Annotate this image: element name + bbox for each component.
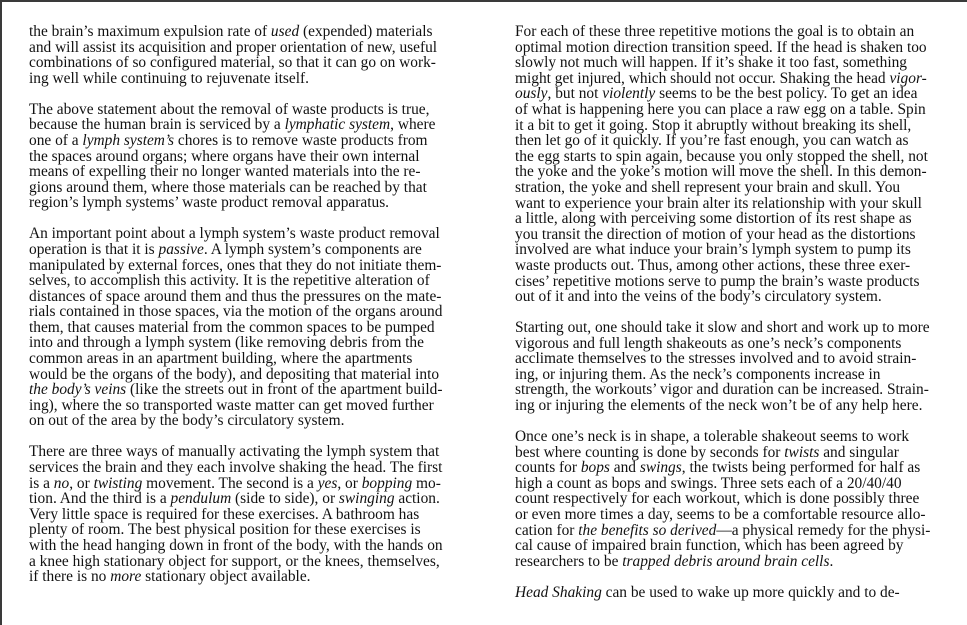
text-run: stationary object available. [141, 568, 311, 586]
text-run: the spaces around organs; where organs have their own internal [29, 147, 420, 165]
text-line [515, 289, 963, 305]
italic-text: bopping [361, 474, 413, 492]
text-run: acclimate themselves to the stresses involved and to avoid strain- [515, 350, 917, 368]
text-line [515, 398, 963, 414]
text-line [515, 367, 963, 383]
text-line [515, 382, 963, 398]
italic-text: no [53, 474, 70, 492]
text-run: cation for [515, 521, 579, 539]
text-line [29, 71, 469, 87]
text-run: . [829, 552, 834, 570]
text-line [515, 585, 963, 601]
paragraph [515, 320, 963, 414]
paragraph [515, 585, 963, 601]
left-column [29, 24, 469, 600]
text-line [515, 211, 963, 227]
text-run: counts for [515, 459, 581, 477]
text-run: strength, the workouts’ vigor and duration can be increased. Strain- [515, 381, 929, 399]
text-line [515, 507, 963, 523]
text-run: rials contained in those spaces, via the motion of the organs around [29, 303, 443, 321]
text-run: is a [29, 474, 54, 492]
italic-text: violently [602, 85, 656, 103]
text-run: cises’ repetitive motions serve to pump the brain’s waste products [515, 272, 920, 290]
text-run: can be used to wake up more quickly and to de- [601, 583, 900, 601]
text-run: movement. The second is a [142, 474, 318, 492]
text-line [29, 382, 469, 398]
text-run: . A lymph system’s components are [203, 240, 422, 258]
italic-text: swings [639, 459, 682, 477]
text-run: mo- [412, 474, 441, 492]
text-line [515, 351, 963, 367]
paragraph [29, 24, 469, 86]
page-frame-left-border [0, 0, 2, 625]
text-run: it a bit to get it going. Stop it abruptly without breaking its shell, [515, 116, 912, 134]
paragraph [515, 429, 963, 569]
text-line [515, 242, 963, 258]
text-line [29, 554, 469, 570]
text-run: gions around them, where those materials can be reached by that [29, 178, 427, 196]
text-run: then let go of it quickly. If you’re fast enough, you can watch as [515, 132, 909, 150]
text-run: ing), where the so transported waste matter can get moved further [29, 396, 434, 414]
text-line [515, 538, 963, 554]
italic-text: lymphatic system [284, 116, 391, 134]
text-run: region’s lymph systems’ waste product removal apparatus. [29, 194, 390, 212]
text-run: a little, along with perceiving some distortion of its rest shape as [515, 210, 912, 228]
text-line [29, 335, 469, 351]
text-line [29, 273, 469, 289]
text-run: services the brain and they each involve shaking the head. The first [29, 459, 443, 477]
italic-text: bops [580, 459, 610, 477]
italic-text: more [110, 568, 142, 586]
text-run: manipulated by external forces, ones that they do not initiate them- [29, 256, 442, 274]
text-run: optimal motion direction transition speed. If the head is shaken too [515, 38, 927, 56]
text-run: tion. And the third is a [29, 490, 171, 508]
italic-text: Head Shaking [515, 583, 602, 601]
text-line [29, 304, 469, 320]
text-run: the egg starts to spin again, because you only stopped the shell, not [515, 147, 928, 165]
paragraph [29, 444, 469, 584]
text-run: distances of space around them and thus the pressures on the mate- [29, 287, 442, 305]
italic-text: passive [158, 240, 204, 258]
text-run: Once one’s neck is in shape, a tolerable shakeout seems to work [515, 428, 910, 446]
text-line [29, 242, 469, 258]
italic-text: twists [784, 443, 820, 461]
text-line [515, 227, 963, 243]
text-run: seems to be the best policy. To get an idea [655, 85, 918, 103]
text-line [29, 289, 469, 305]
text-line [29, 351, 469, 367]
text-line [515, 86, 963, 102]
text-line [29, 258, 469, 274]
text-line [29, 180, 469, 196]
text-line [515, 274, 963, 290]
text-line [515, 40, 963, 56]
paragraph [29, 102, 469, 211]
text-run: them, that causes material from the common spaces to be pumped [29, 318, 435, 336]
text-run: There are three ways of manually activating the lymph system that [29, 443, 440, 461]
text-run: For each of these three repetitive motions the goal is to obtain an [515, 23, 915, 40]
text-line [29, 133, 469, 149]
text-line [29, 444, 469, 460]
text-line [29, 40, 469, 56]
text-run: cal cause of impaired brain function, which has been agreed by [515, 537, 904, 555]
text-run: —a physical remedy for the physi- [716, 521, 931, 539]
text-run: , or [337, 474, 362, 492]
text-line [515, 445, 963, 461]
text-run: combinations of so configured material, so that it can go on work- [29, 54, 436, 72]
text-line [515, 429, 963, 445]
text-line [29, 320, 469, 336]
right-column [515, 24, 963, 616]
text-line [515, 336, 963, 352]
text-run: An important point about a lymph system’s waste product removal [29, 225, 440, 243]
text-run: , where [390, 116, 436, 134]
text-run: the brain’s maximum expulsion rate of [29, 23, 271, 40]
paragraph [515, 24, 963, 305]
text-line [29, 24, 469, 40]
text-run: because the human brain is serviced by a [29, 116, 285, 134]
text-run: ing well while continuing to rejuvenate itself. [29, 69, 309, 87]
paragraph [29, 226, 469, 429]
text-line [515, 149, 963, 165]
text-run: (side to side), or [231, 490, 339, 508]
text-line [515, 476, 963, 492]
italic-text: swinging [338, 490, 395, 508]
text-run: of what is happening here you can place a raw egg on a table. Spin [515, 100, 926, 118]
text-run: common areas in an apartment building, where the apartments [29, 350, 413, 368]
text-run: you transit the direction of motion of your head as the distortions [515, 225, 916, 243]
text-run: and singular [819, 443, 899, 461]
text-run: out of it and into the veins of the body’s circulatory system. [515, 288, 882, 306]
text-line [515, 71, 963, 87]
italic-text: trapped debris around brain cells [622, 552, 830, 570]
text-run: high a count as bops and swings. Three sets each of a 20/40/40 [515, 474, 902, 492]
text-line [29, 55, 469, 71]
text-run: a knee high stationary object for support, or the knees, themselves, [29, 552, 440, 570]
text-run: best where counting is done by seconds for [515, 443, 785, 461]
text-line [29, 195, 469, 211]
text-run: means of expelling their no longer wanted materials into the re- [29, 163, 421, 181]
italic-text: the benefits so derived [578, 521, 717, 539]
text-line [515, 258, 963, 274]
text-run: the yoke and the yoke’s motion will move the shell. In this demon- [515, 163, 927, 181]
text-run: if there is no [29, 568, 111, 586]
text-line [29, 117, 469, 133]
text-run: might get injured, which should not occur. Shaking the head [515, 69, 890, 87]
text-line [29, 398, 469, 414]
text-run: (like the streets out in front of the apartment build- [126, 381, 443, 399]
text-run: , or [69, 474, 94, 492]
text-line [515, 24, 963, 40]
text-run: with the head hanging down in front of the body, with the hands on [29, 536, 443, 554]
italic-text: yes [317, 474, 338, 492]
italic-text: pendulum [170, 490, 232, 508]
text-run: one of a [29, 131, 83, 149]
text-line [515, 460, 963, 476]
text-run: vigorous and full length shakeouts as one’s neck’s components [515, 334, 902, 352]
text-line [515, 102, 963, 118]
italic-text: the body’s veins [29, 381, 127, 399]
text-run: slowly not much will happen. If it’s shake it too fast, something [515, 54, 907, 72]
text-run: stration, the yoke and shell represent your brain and skull. You [515, 178, 901, 196]
text-line [515, 554, 963, 570]
text-line [29, 413, 469, 429]
text-run: , but not [547, 85, 603, 103]
text-line [29, 460, 469, 476]
text-line [29, 491, 469, 507]
text-run: plenty of room. The best physical position for these exercises is [29, 521, 421, 539]
text-line [515, 55, 963, 71]
italic-text: lymph system’s [82, 131, 175, 149]
text-line [515, 196, 963, 212]
page-frame-top-border [0, 0, 967, 2]
text-line [29, 538, 469, 554]
text-line [515, 118, 963, 134]
text-run: , the twists being performed for half as [681, 459, 921, 477]
text-run: ing or injuring the elements of the neck won’t be of any help here. [515, 397, 923, 415]
text-run: want to experience your brain alter its relationship with your skull [515, 194, 922, 212]
italic-text: ously [515, 85, 548, 103]
text-line [29, 522, 469, 538]
text-run: and will assist its acquisition and proper orientation of new, useful [29, 38, 438, 56]
text-run: waste products out. Thus, among other actions, these three exer- [515, 256, 911, 274]
text-run: would be the organs of the body), and depositing that material into [29, 365, 440, 383]
text-line [515, 523, 963, 539]
text-run: involved are what induce your brain’s lymph system to pump its [515, 241, 911, 259]
text-run: into and through a lymph system (like removing debris from the [29, 334, 424, 352]
text-line [29, 164, 469, 180]
text-line [515, 164, 963, 180]
italic-text: twisting [93, 474, 143, 492]
text-run: operation is that it is [29, 240, 159, 258]
text-run: or even more times a day, seems to be a comfortable resource allo- [515, 506, 926, 523]
text-line [515, 180, 963, 196]
text-run: Very little space is required for these exercises. A bathroom has [29, 505, 420, 523]
text-line [29, 149, 469, 165]
text-line [29, 476, 469, 492]
text-run: action. [394, 490, 440, 508]
italic-text: used [270, 23, 300, 40]
text-run: count respectively for each workout, which is done possibly three [515, 490, 920, 508]
text-run: researchers to be [515, 552, 623, 570]
text-line [29, 367, 469, 383]
text-run: ing, or injuring them. As the neck’s components increase in [515, 365, 881, 383]
text-run: selves, to accomplish this activity. It is the repetitive alteration of [29, 272, 430, 290]
text-run: on out of the area by the body’s circulatory system. [29, 412, 345, 430]
text-line [515, 491, 963, 507]
text-line [515, 320, 963, 336]
text-line [29, 507, 469, 523]
text-line [29, 102, 469, 118]
text-run: (expended) materials [299, 23, 433, 40]
text-line [29, 569, 469, 585]
text-line [29, 226, 469, 242]
text-run: The above statement about the removal of waste products is true, [29, 100, 430, 118]
text-run: Starting out, one should take it slow and short and work up to more [515, 319, 930, 337]
text-run: chores is to remove waste products from [174, 131, 428, 149]
italic-text: vigor- [889, 69, 927, 87]
text-line [515, 133, 963, 149]
text-run: and [609, 459, 640, 477]
